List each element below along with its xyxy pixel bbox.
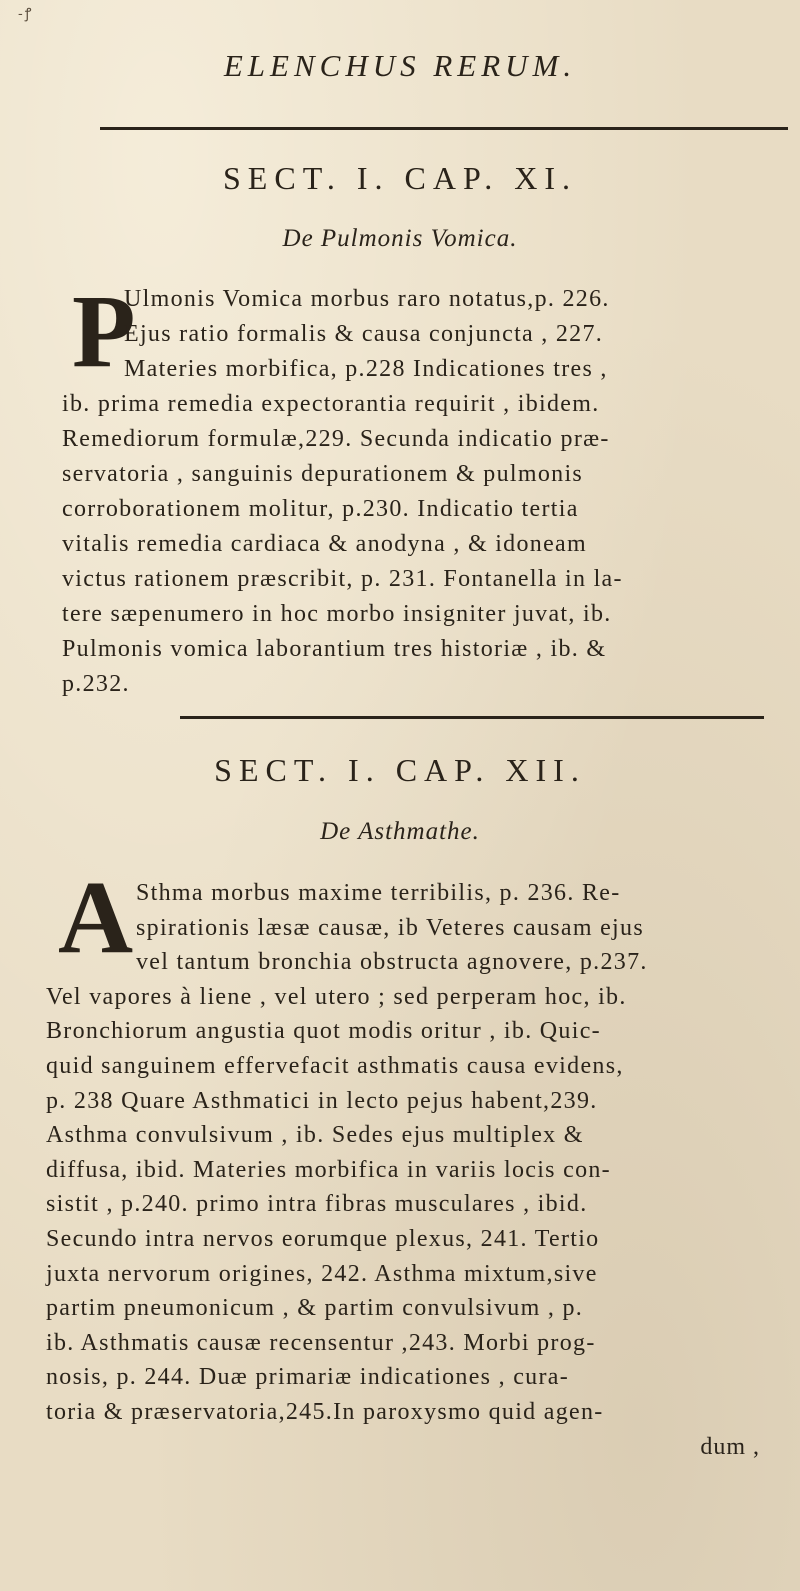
section-2-line: Bronchiorum angustia quot modis oritur , ib. Quic- [46, 1018, 601, 1045]
section-2-line: quid sanguinem effervefacit asthmatis causa evidens, [46, 1053, 624, 1079]
section-2-heading: SECT. I. CAP. XII. [214, 752, 586, 788]
corner-mark: -ꝭ [18, 6, 34, 22]
section-2-line: Asthma convulsivum , ib. Sedes ejus multiplex & [46, 1122, 584, 1149]
section-1-line: Pulmonis vomica laborantium tres historiæ , ib. & [62, 636, 607, 662]
section-2-line: partim pneumonicum , & partim convulsivum , p. [46, 1295, 584, 1322]
section-1-line: Ejus ratio formalis & causa conjuncta , 227. [124, 321, 604, 347]
top-rule [100, 127, 788, 130]
section-1-heading: SECT. I. CAP. XI. [223, 160, 577, 196]
section-2-line: p. 238 Quare Asthmatici in lecto pejus habent,239. [46, 1087, 598, 1114]
section-1-line: corroborationem molitur, p.230. Indicatio tertia [62, 496, 579, 522]
section-1-line: vitalis remedia cardiaca & anodyna , & idoneam [62, 531, 587, 557]
section-2-line: sistit , p.240. primo intra fibras musculares , ibid. [46, 1191, 588, 1218]
section-1-line: tere sæpenumero in hoc morbo insigniter juvat, ib. [62, 601, 612, 627]
section-1-line: servatoria , sanguinis depurationem & pulmonis [62, 461, 584, 487]
section-2-dropcap: A [58, 860, 134, 975]
section-2-line: Vel vapores à liene , vel utero ; sed perperam hoc, ib. [46, 983, 627, 1010]
section-1-subtitle: De Pulmonis Vomica. [282, 225, 518, 252]
section-2-line: toria & præservatoria,245.In paroxysmo quid agen- [46, 1399, 604, 1425]
section-1-line: Ulmonis Vomica morbus raro notatus,p. 226. [124, 286, 610, 312]
section-2-line: spirationis læsæ causæ, ib Veteres causam ejus [136, 914, 644, 941]
section-1-line: victus rationem præscribit, p. 231. Fontanella in la- [62, 566, 623, 592]
section-2-line: nosis, p. 244. Duæ primariæ indicationes , cura- [46, 1364, 569, 1391]
catchword: dum , [700, 1433, 760, 1460]
section-1-line: ib. prima remedia expectorantia requirit , ibidem. [62, 391, 600, 417]
section-1-dropcap: P [72, 274, 136, 389]
section-1-line: Materies morbifica, p.228 Indicationes tres , [124, 356, 608, 382]
section-1-line: p.232. [62, 671, 130, 697]
section-2-subtitle: De Asthmathe. [320, 818, 480, 845]
section-2-line: juxta nervorum origines, 242. Asthma mixtum,sive [46, 1260, 598, 1287]
section-2-line: vel tantum bronchia obstructa agnovere, p.237. [136, 949, 648, 976]
section-2-line: Secundo intra nervos eorumque plexus, 241. Tertio [46, 1226, 600, 1252]
section-2-line: diffusa, ibid. Materies morbifica in variis locis con- [46, 1156, 611, 1183]
section-1-line: Remediorum formulæ,229. Secunda indicatio præ- [62, 426, 610, 452]
section-divider-rule [180, 716, 764, 719]
section-2-line: ib. Asthmatis causæ recensentur ,243. Morbi prog- [46, 1329, 596, 1356]
running-head: ELENCHUS RERUM. [223, 48, 577, 83]
section-2-line: Sthma morbus maxime terribilis, p. 236. Re- [136, 880, 621, 906]
